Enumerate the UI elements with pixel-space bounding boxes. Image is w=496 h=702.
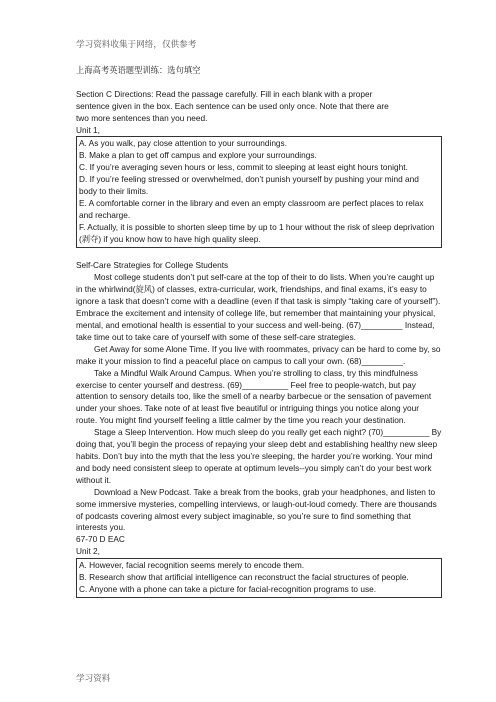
passage-paragraph: Take a Mindful Walk Around Campus. When you’re strolling to class, try this mindfulness exercise to center yourself and destress. (69)__________ Feel free to people-watch, but pay attention to sensory details too, like the smell of a nearby barbecue or the sensation of pavement under your shoes. Take note of at least five beautiful or intriguing things you notice along your route. You might find yourself feeling a little calmer by the time you reach your destination. <box>76 367 432 426</box>
option-item: E. A comfortable corner in the library and even an empty classroom are perfect places to relax and recharge. <box>79 197 424 220</box>
passage-paragraph: Most college students don’t put self-care at the top of their to do lists. When you’re caught up in the whirlwind(旋风) of classes, extra-curricular, work, friendships, and final exams, it’s easy to ignore a task that doesn’t come with a deadline (even if that task is simply “taking care of yourself”). Embrace the excitement and intensity of college life, but remember that maintaining your physical, mental, and emotional health is essential to your success and well-being. (67)_________ Instead, take time out to take care of yourself with some of these self-care strategies. <box>76 272 441 342</box>
option-item: C. If you’re averaging seven hours or less, commit to sleeping at least eight hours tonight. <box>79 162 408 173</box>
option-item: C. Anyone with a phone can take a picture for facial-recognition programs to use. <box>79 583 377 594</box>
document-title: 上海高考英语题型训练：选句填空 <box>76 65 201 75</box>
option-item: A. However, facial recognition seems merely to encode them. <box>79 560 305 571</box>
answer-key: 67-70 D EAC <box>76 534 125 545</box>
passage-paragraph: Download a New Podcast. Take a break from the books, grab your headphones, and listen to some immersive mysteries, compelling interviews, or laugh-out-loud comedy. There are thousands of podcasts covering almost every subject imaginable, so you’re sure to find something that interests you. <box>76 486 437 533</box>
section-directions <box>76 89 442 125</box>
option-item: F. Actually, it is possible to shorten sleep time by up to 1 hour without the risk of sleep deprivation (剥夺) if you know how to have high quality sleep. <box>79 221 435 244</box>
page-header: 学习资料收集于网络，仅供参考 <box>76 40 197 50</box>
option-item: B. Research show that artificial intelligence can reconstruct the facial structures of people. <box>79 572 409 583</box>
options-box <box>76 136 442 247</box>
unit-label: Unit 1, <box>76 124 100 135</box>
directions-line: two more sentences than you need. <box>76 112 208 123</box>
passage-paragraph: Stage a Sleep Intervention. How much sleep do you really get each night? (70)__________ By doing that, you’ll begin the process of repaying your sleep debt and establishing healthy new sleep habits. Don’t buy into the myth that the less you’re sleeping, the harder you’re working. Your mind and body need consistent sleep to operate at optimum levels--you simply can’t do your best work without it. <box>76 427 442 485</box>
passage-title: Self-Care Strategies for College Students <box>76 260 229 271</box>
document-body <box>76 65 442 599</box>
directions-line: sentence given in the box. Each sentence can be used only once. Note that there are <box>76 100 389 111</box>
directions-line: Section C Directions: Read the passage carefully. Fill in each blank with a proper <box>76 88 373 99</box>
passage-paragraph: Get Away for some Alone Time. If you live with roommates, privacy can be hard to come by, so make it your mission to find a peaceful place on campus to call your own. (68)_________. <box>76 343 441 366</box>
unit-label: Unit 2, <box>76 546 100 557</box>
option-item: B. Make a plan to get off campus and explore your surroundings. <box>79 150 317 161</box>
options-box <box>76 558 442 598</box>
option-item: A. As you walk, pay close attention to your surroundings. <box>79 138 287 149</box>
option-item: D. If you’re feeling stressed or overwhelmed, don’t punish yourself by pushing your mind and body to their limits. <box>79 174 419 197</box>
page-footer: 学习资料 <box>76 674 111 684</box>
